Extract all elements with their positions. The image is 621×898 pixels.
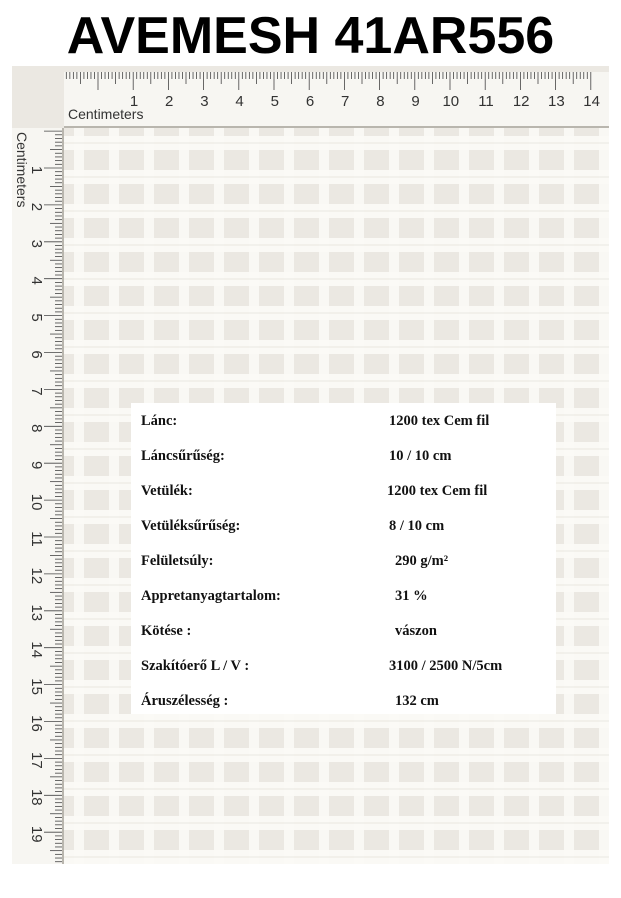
ruler-top-tick-label: 11 xyxy=(478,93,494,110)
ruler-top-tick-label: 9 xyxy=(411,93,420,110)
ruler-top-tick-label: 7 xyxy=(341,93,350,110)
ruler-top-tick-label: 4 xyxy=(235,93,244,110)
ruler-top-label: Centimeters xyxy=(68,106,144,122)
ruler-top-tick-label: 8 xyxy=(376,93,385,110)
ruler-top-tick-label: 2 xyxy=(165,93,174,110)
warp-strand xyxy=(599,126,609,864)
warp-strand xyxy=(564,126,574,864)
ruler-left-tick-label: 18 xyxy=(28,788,45,806)
ruler-left-tick-label: 19 xyxy=(28,825,45,843)
warp-strand xyxy=(74,126,84,864)
ruler-left-tick-label: 7 xyxy=(28,387,45,396)
ruler-top-tick-label: 12 xyxy=(512,93,530,110)
spec-row xyxy=(131,547,556,577)
spec-label: Vetülék: xyxy=(141,483,193,499)
ruler-top-tick-label: 3 xyxy=(200,93,209,110)
spec-row xyxy=(131,477,556,507)
spec-row xyxy=(131,652,556,682)
spec-row xyxy=(131,617,556,647)
spec-row xyxy=(131,512,556,542)
spec-row xyxy=(131,442,556,472)
ruler-left-tick-label: 1 xyxy=(28,165,45,175)
ruler-left-tick-label: 3 xyxy=(28,239,45,248)
spec-value: 10 / 10 cm xyxy=(389,448,452,464)
ruler-top-tick-label: 1 xyxy=(129,93,139,110)
spec-row xyxy=(131,407,556,437)
ruler-left-label: Centimeters xyxy=(14,132,30,208)
spec-row xyxy=(131,687,556,717)
ruler-left-tick-label: 17 xyxy=(28,752,45,769)
spec-label: Kötése : xyxy=(141,623,192,639)
ruler-top xyxy=(64,72,609,128)
spec-label: Lánc: xyxy=(141,413,178,429)
ruler-left-tick-label: 13 xyxy=(28,604,45,622)
spec-table xyxy=(131,403,556,714)
ruler-top-tick-label: 10 xyxy=(442,93,460,110)
ruler-left-tick-label: 14 xyxy=(28,641,45,659)
ruler-left-tick-label: 12 xyxy=(28,567,45,585)
spec-value: 132 cm xyxy=(395,693,439,709)
ruler-left-tick-label: 9 xyxy=(28,461,45,470)
spec-value: 1200 tex Cem fil xyxy=(387,483,488,499)
spec-value: 290 g/m² xyxy=(395,553,449,569)
spec-row xyxy=(131,582,556,612)
spec-label: Láncsűrűség: xyxy=(141,448,225,464)
ruler-top-tick-label: 13 xyxy=(548,93,565,110)
warp-strand xyxy=(109,126,119,864)
spec-label: Felületsúly: xyxy=(141,553,214,569)
spec-label: Vetüléksűrűség: xyxy=(141,518,241,534)
ruler-top-tick-label: 14 xyxy=(583,93,600,110)
ruler-left-tick-label: 6 xyxy=(28,350,45,359)
ruler-left-tick-label: 5 xyxy=(28,313,45,322)
spec-label: Áruszélesség : xyxy=(141,693,229,709)
ruler-top-scale xyxy=(64,72,609,126)
page-title: AVEMESH 41AR556 xyxy=(66,7,555,65)
ruler-left-scale xyxy=(12,128,62,864)
ruler-top-tick-label: 5 xyxy=(270,93,279,110)
ruler-left-tick-label: 16 xyxy=(28,715,45,732)
ruler-left-tick-label: 15 xyxy=(28,678,45,695)
ruler-left-tick-label: 2 xyxy=(28,202,45,212)
ruler-top-tick-label: 6 xyxy=(305,93,315,110)
spec-value: 31 % xyxy=(395,588,428,604)
ruler-left-tick-label: 11 xyxy=(28,531,45,547)
ruler-left xyxy=(12,128,64,864)
spec-label: Szakítóerő L / V : xyxy=(141,658,250,674)
spec-value: 8 / 10 cm xyxy=(389,518,445,534)
ruler-left-tick-label: 4 xyxy=(28,276,45,285)
spec-value: 3100 / 2500 N/5cm xyxy=(389,658,503,674)
ruler-left-tick-label: 10 xyxy=(28,493,45,511)
spec-value: 1200 tex Cem fil xyxy=(389,413,490,429)
spec-value: vászon xyxy=(395,623,437,639)
ruler-left-tick-label: 8 xyxy=(28,424,45,433)
spec-label: Appretanyagtartalom: xyxy=(141,588,281,604)
